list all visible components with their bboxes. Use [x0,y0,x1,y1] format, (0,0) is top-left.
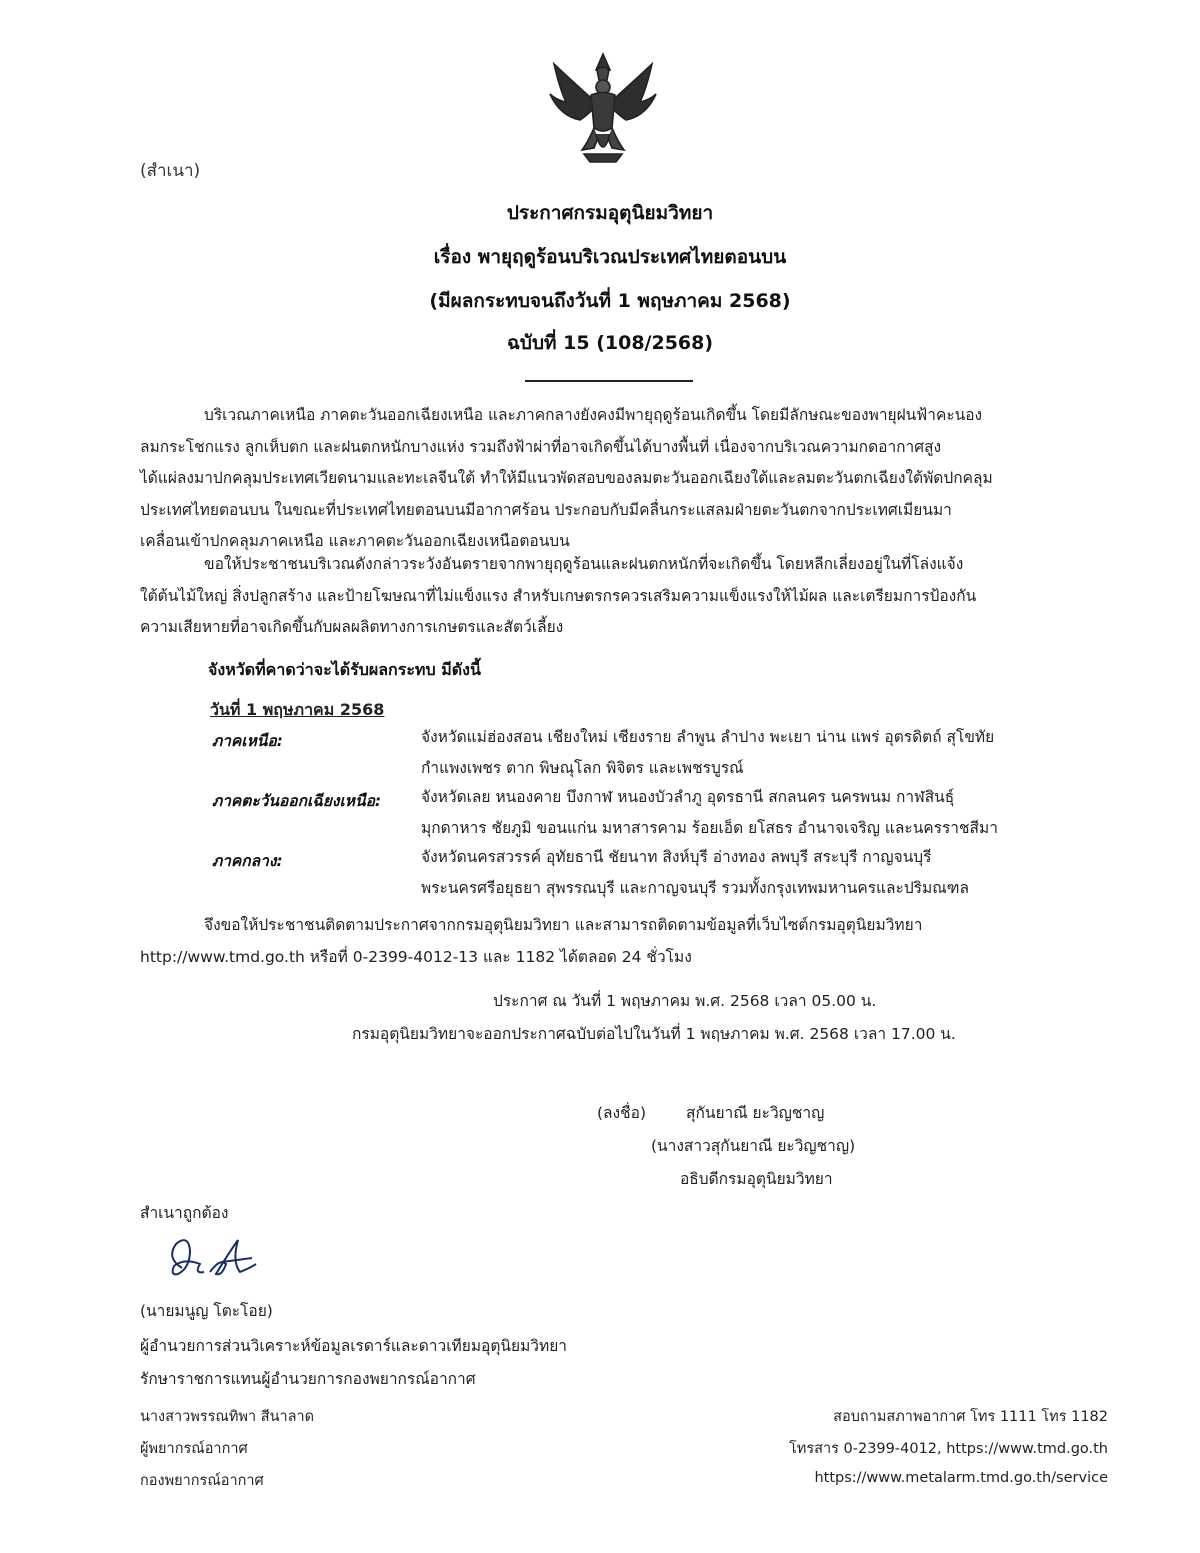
handwritten-signature-icon [160,1228,264,1288]
announcement-effect-date: (มีผลกระทบจนถึงวันที่ 1 พฤษภาคม 2568) [429,290,791,312]
paragraph-line: ได้แผ่ลงมาปกคลุมประเทศเวียดนามและทะเลจีนใต้ ทำให้มีแนวพัดสอบของลมตะวันออกเฉียงใต้และลมตะวันตกเฉียงใต้พัดปกคลุม [140,469,993,487]
certifier-acting-position: รักษาราชการแทนผู้อำนวยการกองพยากรณ์อากาศ [140,1370,476,1388]
province-line: มุกดาหาร ชัยภูมิ ขอนแก่น มหาสารคาม ร้อยเอ็ด ยโสธร อำนาจเจริญ และนครราชสีมา [421,819,998,837]
region-provinces-northeast [421,782,998,844]
paragraph-line: ประเทศไทยตอนบน ในขณะที่ประเทศไทยตอนบนมีอากาศร้อน ประกอบกับมีคลื่นกระแสลมฝ่ายตะวันตกจากประเทศเมียนมา [140,500,952,519]
certified-copy-label: สำเนาถูกต้อง [140,1204,229,1222]
announcement-title: ประกาศกรมอุตุนิยมวิทยา [506,202,714,224]
copy-label: (สำเนา) [140,161,201,181]
paragraph-line: ขอให้ประชาชนบริเวณดังกล่าวระวังอันตรายจากพายุฤดูร้อนและฝนตกหนักที่จะเกิดขึ้น โดยหลีกเลี่ยงอยู่ในที่โล่งแจ้ง [204,555,964,573]
paragraph-line: ความเสียหายที่อาจเกิดขึ้นกับผลผลิตทางการเกษตรและสัตว์เลี้ยง [140,618,564,636]
contact-service-link[interactable]: https://www.metalarm.tmd.go.th/service [814,1470,1108,1486]
date-heading: วันที่ 1 พฤษภาคม 2568 [210,700,385,719]
title-divider [525,380,693,382]
paragraph-line: ใต้ต้นไม้ใหญ่ สิ่งปลูกสร้าง และป้ายโฆษณาที่ไม่แข็งแรง สำหรับเกษตรกรควรเสริมความแข็งแรงให้ไม้ผล และเตรียมการป้องกัน [140,586,977,605]
paragraph-advice [140,549,1080,644]
signer-position: อธิบดีกรมอุตุนิยมวิทยา [680,1170,833,1188]
province-line: พระนครศรีอยุธยา สุพรรณบุรี และกาญจนบุรี รวมทั้งกรุงเทพมหานครและปริมณฑล [421,879,969,897]
paragraph-line: เคลื่อนเข้าปกคลุมภาคเหนือ และภาคตะวันออกเฉียงเหนือตอนบน [140,532,570,550]
certifier-position: ผู้อำนวยการส่วนวิเคราะห์ข้อมูลเรดาร์และดาวเทียมอุตุนิยมวิทยา [140,1337,568,1355]
paragraph-line: http://www.tmd.go.th หรือที่ 0-2399-4012-13 และ 1182 ได้ตลอด 24 ชั่วโมง [140,947,692,966]
province-line: จังหวัดเลย หนองคาย บึงกาฬ หนองบัวลำภู อุดรธานี สกลนคร นครพนม กาฬสินธุ์ [421,788,955,806]
region-provinces-central [421,842,969,904]
next-announce: กรมอุตุนิยมวิทยาจะออกประกาศฉบับต่อไปในวันที่ 1 พฤษภาคม พ.ศ. 2568 เวลา 17.00 น. [352,1025,956,1043]
paragraph-line: ลมกระโชกแรง ลูกเห็บตก และฝนตกหนักบางแห่ง รวมถึงฟ้าผ่าที่อาจเกิดขึ้นได้บางพื้นที่ เนื่องจากบริเวณความกดอากาศสูง [140,437,942,456]
paragraph-situation [140,400,1080,558]
region-label-north: ภาคเหนือ: [212,732,283,750]
signed-name: สุกันยาณี ยะวิญชาญ [686,1104,825,1122]
forecaster-role: ผู้พยากรณ์อากาศ [140,1441,248,1457]
region-provinces-north [421,722,994,784]
forecaster-name: นางสาวพรรณทิพา สีนาลาด [140,1409,315,1425]
garuda-emblem-icon [546,50,660,166]
paragraph-line: จึงขอให้ประชาชนติดตามประกาศจากกรมอุตุนิยมวิทยา และสามารถติดตามข้อมูลที่เว็บไซต์กรมอุตุนิยมวิทยา [204,916,923,934]
province-line: จังหวัดแม่ฮ่องสอน เชียงใหม่ เชียงราย ลำพูน ลำปาง พะเยา น่าน แพร่ อุตรดิตถ์ สุโขทัย [421,728,995,746]
paragraph-line: บริเวณภาคเหนือ ภาคตะวันออกเฉียงเหนือ และภาคกลางยังคงมีพายุฤดูร้อนเกิดขึ้น โดยมีลักษณะของพายุฝนฟ้าคะนอง [204,406,983,424]
signed-label: (ลงชื่อ) [597,1104,646,1122]
announce-time: ประกาศ ณ วันที่ 1 พฤษภาคม พ.ศ. 2568 เวลา 05.00 น. [493,992,877,1010]
province-line: กำแพงเพชร ตาก พิษณุโลก พิจิตร และเพชรบูรณ์ [421,759,744,777]
signer-full-name: (นางสาวสุกันยาณี ยะวิญชาญ) [651,1137,856,1155]
contact-phone: สอบถามสภาพอากาศ โทร 1111 โทร 1182 [833,1409,1108,1425]
contact-fax-website: โทรสาร 0-2399-4012, https://www.tmd.go.th [789,1441,1108,1457]
announcement-issue-number: ฉบับที่ 15 (108/2568) [506,332,714,354]
paragraph-follow-up [140,910,1080,973]
forecaster-division: กองพยากรณ์อากาศ [140,1473,264,1489]
announcement-subject: เรื่อง พายุฤดูร้อนบริเวณประเทศไทยตอนบน [433,246,787,268]
affected-heading: จังหวัดที่คาดว่าจะได้รับผลกระทบ มีดังนี้ [208,660,481,679]
region-label-central: ภาคกลาง: [212,852,283,870]
province-line: จังหวัดนครสวรรค์ อุทัยธานี ชัยนาท สิงห์บุรี อ่างทอง ลพบุรี สระบุรี กาญจนบุรี [421,848,932,866]
region-label-northeast: ภาคตะวันออกเฉียงเหนือ: [212,792,382,810]
certifier-name: (นายมนูญ โตะโอย) [140,1302,273,1320]
